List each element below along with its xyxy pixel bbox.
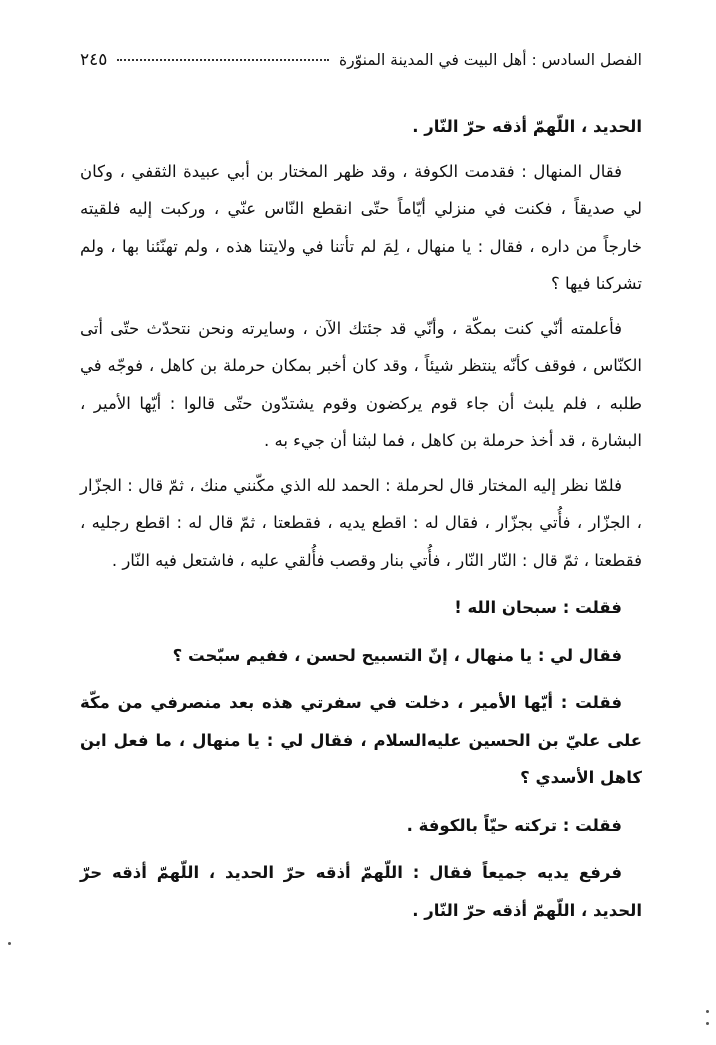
running-header xyxy=(80,50,642,78)
margin-mark xyxy=(8,942,11,945)
paragraph-harmala-captured: فأعلمته أنّي كنت بمكّة ، وأنّي قد جئتك الآن ، وسايرته ونحن نتحدّث حتّى أتى الكنّاس ، فوقف كأنّه ينتظر شيئاً ، وقد كان أخبر بمكان حرملة بن كاهل ، فوجّه في طلبه ، فلم يلبث أن جاء قوم يركضون وقوم يشتدّون حتّى قالوا : أيّها الأمير ، البشارة ، قد أخذ حرملة بن كاهل ، فما لبثنا أن جيء به . xyxy=(80,318,642,450)
paragraph-left-alive: فقلت : تركته حيّاً بالكوفة . xyxy=(406,815,622,835)
chapter-title: الفصل السادس : أهل البيت في المدينة المنوّرة xyxy=(338,51,642,69)
margin-mark xyxy=(706,1022,709,1025)
paragraph-subhan-allah: فقلت : سبحان الله ! xyxy=(454,598,622,617)
paragraph-minhal-kufa: فقال المنهال : فقدمت الكوفة ، وقد ظهر المختار بن أبي عبيدة الثقفي ، وكان لي صديقاً ، فكنت في منزلي أيّاماً حتّى انقطع النّاس عنّي ، وركبت إليه فلقيته خارجاً من داره ، فقال : يا منهال ، لِمَ لم تأتنا في ولايتنا هذه ، ولم تهنّئنا بها ، ولم تشركنا فيها ؟ xyxy=(80,161,642,293)
leader-dots xyxy=(117,59,329,61)
paragraph-mukhtar-judgement: فلمّا نظر إليه المختار قال لحرملة : الحمد لله الذي مكّنني منك ، ثمّ قال : الجزّار ، الجزّار ، فأُتي بجزّار ، فقال له : اقطع يديه ، فقطعتا ، ثمّ قال له : اقطع رجليه ، فقطعتا ، ثمّ قال : النّار النّار ، فأُتي بنار وقصب فأُلقي عليه ، فاشتعل فيه النّار . xyxy=(80,475,642,570)
paragraph-continuation: الحديد ، اللّهمّ أذقه حرّ النّار . xyxy=(412,117,642,136)
page-number: ٢٤٥ xyxy=(80,50,108,70)
page-body xyxy=(80,108,642,929)
paragraph-ali-ibn-husayn: فقلت : أيّها الأمير ، دخلت في سفرتي هذه بعد منصرفي من مكّة على عليّ بن الحسين عليه‌السلام ، فقال لي : يا منهال ، ما فعل ابن كاهل الأسدي ؟ xyxy=(80,693,642,787)
margin-mark xyxy=(706,1010,709,1013)
paragraph-tasbih: فقال لي : يا منهال ، إنّ التسبيح لحسن ، ففيم سبّحت ؟ xyxy=(172,645,622,665)
paragraph-dua: فرفع يديه جميعاً فقال : اللّهمّ أذقه حرّ الحديد ، اللّهمّ أذقه حرّ الحديد ، اللّهمّ أذقه حرّ النّار . xyxy=(80,863,642,920)
